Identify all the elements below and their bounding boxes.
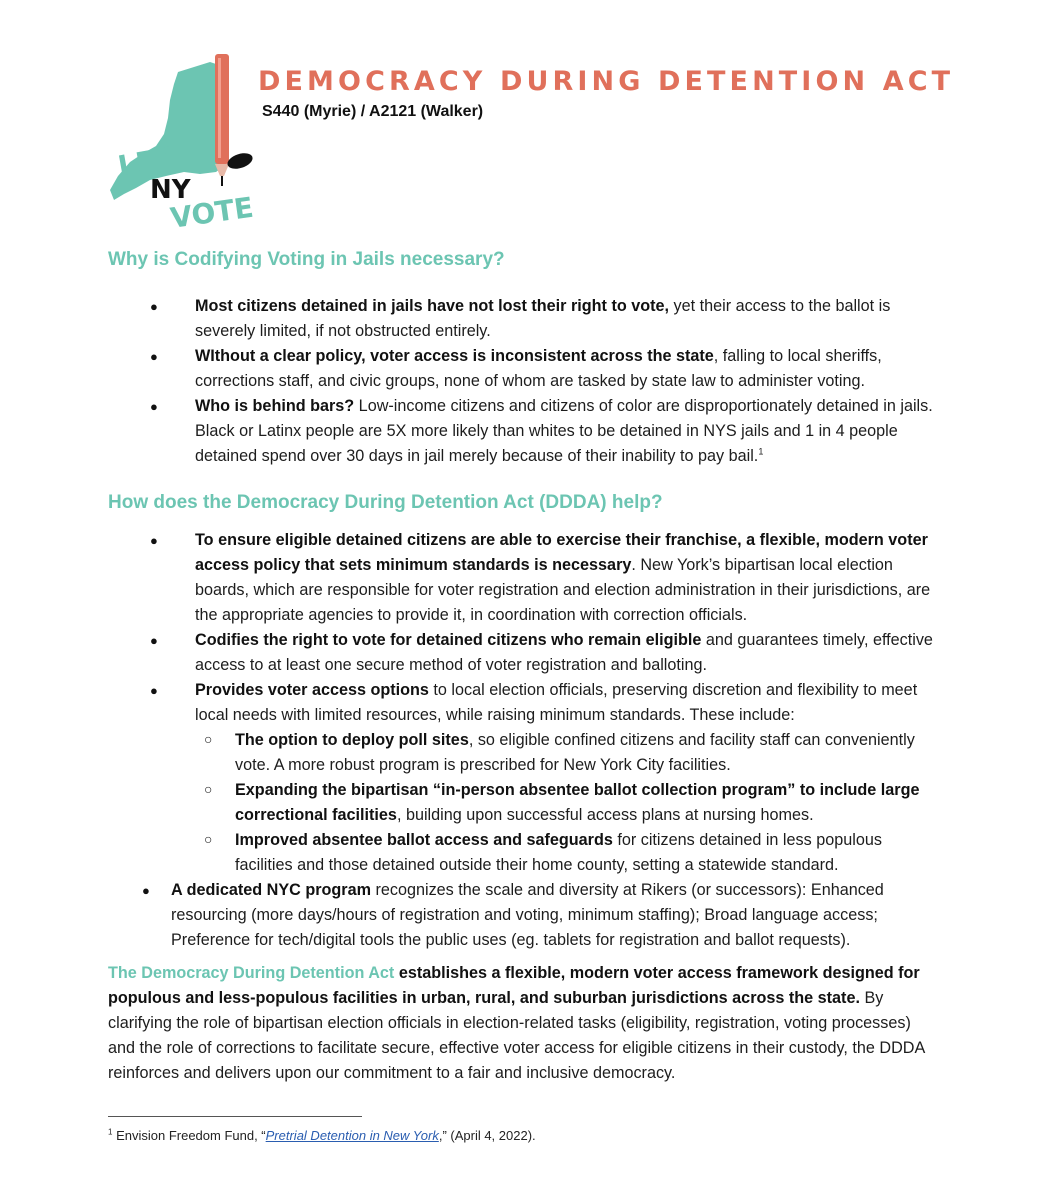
item-bold-text: Improved absentee ballot access and safeguards xyxy=(235,831,613,849)
how-bullet-list xyxy=(0,528,1059,953)
list-item xyxy=(0,294,1059,344)
list-item xyxy=(0,628,1059,678)
item-bold-text: Who is behind bars? xyxy=(195,397,355,415)
list-item xyxy=(0,394,1059,469)
item-bold-text: A dedicated NYC program xyxy=(171,881,371,899)
item-text: yet their access to the ballot is severely limited, if not obstructed entirely. xyxy=(195,297,891,340)
hollow-bullet-icon: ○ xyxy=(204,831,213,847)
bill-numbers: S440 (Myrie) / A2121 (Walker) xyxy=(262,103,484,120)
bullet-icon: ● xyxy=(150,399,158,414)
footnote-ref: 1 xyxy=(758,446,764,457)
item-bold-text: To ensure eligible detained citizens are able to exercise their franchise, a flexible, modern voter access policy that sets minimum standards is necessary xyxy=(195,531,928,574)
item-bold-text: The option to deploy poll sites xyxy=(235,731,469,749)
new-york-map-pen-icon xyxy=(106,48,266,233)
footnote-suffix: ,” (April 4, 2022). xyxy=(438,1128,536,1143)
bullet-icon: ● xyxy=(150,349,158,364)
footnote xyxy=(108,1128,536,1143)
bullet-icon: ● xyxy=(142,883,150,898)
item-text: and guarantees timely, effective access to at least one secure method of voter registration and balloting. xyxy=(195,631,933,674)
closing-paragraph xyxy=(108,961,938,1086)
sub-list-item xyxy=(0,778,1059,828)
why-bullet-list xyxy=(0,294,1059,469)
logo-text-ny: NY xyxy=(150,175,191,205)
item-text: recognizes the scale and diversity at Rikers (or successors): Enhanced resourcing (more days/hours of registration and voting, minimum staffing); Broad language access; Preference for tech/digital tools the public uses (eg. tablets for registration and ballot requests). xyxy=(171,881,884,949)
item-text: Low-income citizens and citizens of color are disproportionately detained in jails. Black or Latinx people are 5X more likely than whites to be detained in NYS jails and 1 in 4 people detained spend over 30 days in jail merely because of their inability to pay bail. xyxy=(195,397,933,465)
item-text: . New York’s bipartisan local election boards, which are responsible for voter registration and election administration in their jurisdictions, are the appropriate agencies to provide it, in coordination with correction officials. xyxy=(195,556,931,624)
item-text: , falling to local sheriffs, corrections staff, and civic groups, none of whom are tasked by state law to administer voting. xyxy=(195,347,882,390)
section-heading-why: Why is Codifying Voting in Jails necessary? xyxy=(108,249,505,270)
footnote-prefix: Envision Freedom Fund, “ xyxy=(112,1128,266,1143)
footnote-number: 1 xyxy=(108,1127,113,1137)
list-item xyxy=(0,878,1059,953)
list-item xyxy=(0,678,1059,728)
list-item xyxy=(0,344,1059,394)
item-bold-text: WIthout a clear policy, voter access is inconsistent across the state xyxy=(195,347,714,365)
section-heading-how: How does the Democracy During Detention Act (DDDA) help? xyxy=(108,492,663,513)
item-text: to local election officials, preserving discretion and flexibility to meet local needs with limited resources, while raising minimum standards. These include: xyxy=(195,681,918,724)
logo-text-let: LET xyxy=(115,140,177,183)
item-bold-text: Expanding the bipartisan “in-person absentee ballot collection program” to include large correctional facilities xyxy=(235,781,920,824)
item-bold-text: Provides voter access options xyxy=(195,681,429,699)
item-bold-text: Codifies the right to vote for detained citizens who remain eligible xyxy=(195,631,702,649)
sub-list-item xyxy=(0,828,1059,878)
sub-list-item xyxy=(0,728,1059,778)
bullet-icon: ● xyxy=(150,683,158,698)
closing-bold-text: establishes a flexible, modern voter access framework designed for populous and less-populous facilities in urban, rural, and suburban jurisdictions across the state. xyxy=(108,964,920,1007)
item-text: , building upon successful access plans at nursing homes. xyxy=(396,806,814,824)
bullet-icon: ● xyxy=(150,533,158,548)
item-text: , so eligible confined citizens and facility staff can conveniently vote. A more robust program is prescribed for New York City facilities. xyxy=(235,731,915,774)
bullet-icon: ● xyxy=(150,633,158,648)
footnote-divider xyxy=(108,1116,362,1117)
let-ny-vote-logo xyxy=(106,48,266,233)
item-bold-text: Most citizens detained in jails have not lost their right to vote, xyxy=(195,297,669,315)
hollow-bullet-icon: ○ xyxy=(204,731,213,747)
bullet-icon: ● xyxy=(150,299,158,314)
act-name: The Democracy During Detention Act xyxy=(108,964,395,982)
closing-text: By clarifying the role of bipartisan election officials in election-related tasks (eligibility, registration, voting processes) and the role of corrections to facilitate secure, effective voter access for eligible citizens in their custody, the DDDA reinforces and delivers upon our commitment to a fair and inclusive democracy. xyxy=(108,989,925,1082)
document-title: DEMOCRACY DURING DETENTION ACT xyxy=(258,66,955,97)
footnote-source-link[interactable]: Pretrial Detention in New York xyxy=(265,1128,439,1143)
list-item xyxy=(0,528,1059,628)
logo-text-vote: VOTE xyxy=(168,190,256,233)
hollow-bullet-icon: ○ xyxy=(204,781,213,797)
item-text: for citizens detained in less populous facilities and those detained outside their home county, setting a statewide standard. xyxy=(235,831,882,874)
